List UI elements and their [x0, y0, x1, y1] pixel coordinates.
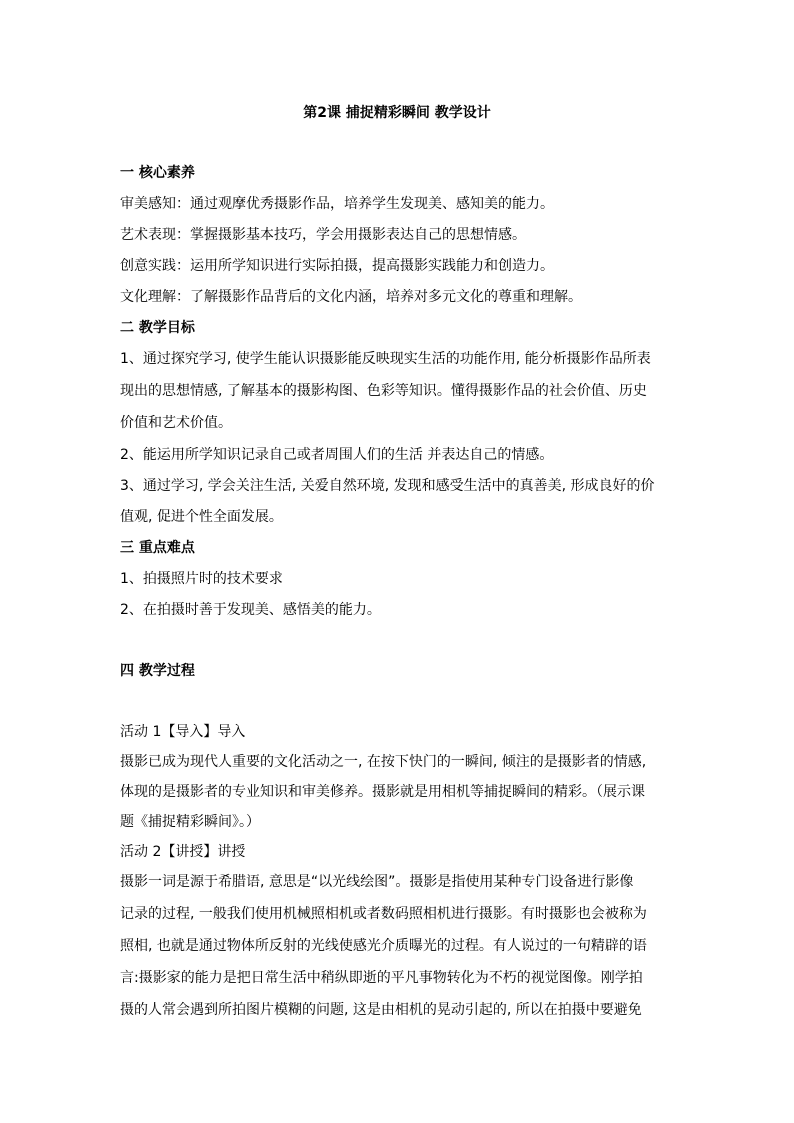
section-heading-goals: 二 教学目标: [120, 320, 195, 336]
core-item-expression: 艺术表现：掌握摄影基本技巧，学会用摄影表达自己的思想情感。: [120, 227, 526, 243]
activity-2-line: 摄影一词是源于希腊语, 意思是“以光线绘图”。摄影是指使用某种专门设备进行影像: [120, 874, 634, 890]
document-body: [120, 163, 680, 1020]
goals-line: 3、通过学习, 学会关注生活, 关爱自然环境, 发现和感受生活中的真善美, 形成良好的价: [120, 478, 655, 494]
core-item-culture: 文化理解：了解摄影作品背后的文化内涵，培养对多元文化的尊重和理解。: [120, 289, 582, 305]
keypoint-item: 1、拍摄照片时的技术要求: [120, 571, 283, 587]
activity-1-line: 题《捕捉精彩瞬间》。）: [120, 814, 260, 830]
activity-1-line: 摄影已成为现代人重要的文化活动之一, 在按下快门的一瞬间, 倾注的是摄影者的情感,: [120, 754, 647, 770]
goals-line: 价值和艺术价值。: [120, 415, 232, 431]
core-item-practice: 创意实践：运用所学知识进行实际拍摄，提高摄影实践能力和创造力。: [120, 258, 554, 274]
core-item-aesthetic: 审美感知：通过观摩优秀摄影作品，培养学生发现美、感知美的能力。: [120, 196, 554, 212]
goals-line: 1、通过探究学习, 使学生能认识摄影能反映现实生活的功能作用, 能分析摄影作品所表: [120, 351, 651, 367]
activity-2-line: 摄的人常会遇到所拍图片模糊的问题, 这是由相机的晃动引起的, 所以在拍摄中要避免: [120, 1002, 642, 1018]
section-heading-process: 四 教学过程: [120, 663, 195, 679]
section-heading-keypoints: 三 重点难点: [120, 540, 195, 556]
activity-2-label: 活动 2【讲授】讲授: [120, 844, 246, 860]
goals-line: 值观, 促进个性全面发展。: [120, 509, 283, 525]
activity-1-label: 活动 1【导入】导入: [120, 724, 246, 740]
section-heading-core: 一 核心素养: [120, 165, 195, 181]
keypoint-item: 2、在拍摄时善于发现美、感悟美的能力。: [120, 602, 381, 618]
activity-1-line: 体现的是摄影者的专业知识和审美修养。摄影就是用相机等捕捉瞬间的精彩。（展示课: [120, 784, 645, 800]
activity-2-line: 言:摄影家的能力是把日常生活中稍纵即逝的平凡事物转化为不朽的视觉图像。刚学拍: [120, 970, 643, 986]
activity-2-line: 记录的过程, 一般我们使用机械照相机或者数码照相机进行摄影。有时摄影也会被称为: [120, 906, 647, 922]
document-title: 第2课 捕捉精彩瞬间 教学设计: [303, 105, 491, 121]
goals-line: 现出的思想情感, 了解基本的摄影构图、色彩等知识。懂得摄影作品的社会价值、历史: [120, 383, 647, 399]
activity-2-line: 照相, 也就是通过物体所反射的光线使感光介质曝光的过程。有人说过的一句精辟的语: [120, 938, 647, 954]
goals-line: 2、能运用所学知识记录自己或者周围人们的生活 并表达自己的情感。: [120, 447, 554, 463]
